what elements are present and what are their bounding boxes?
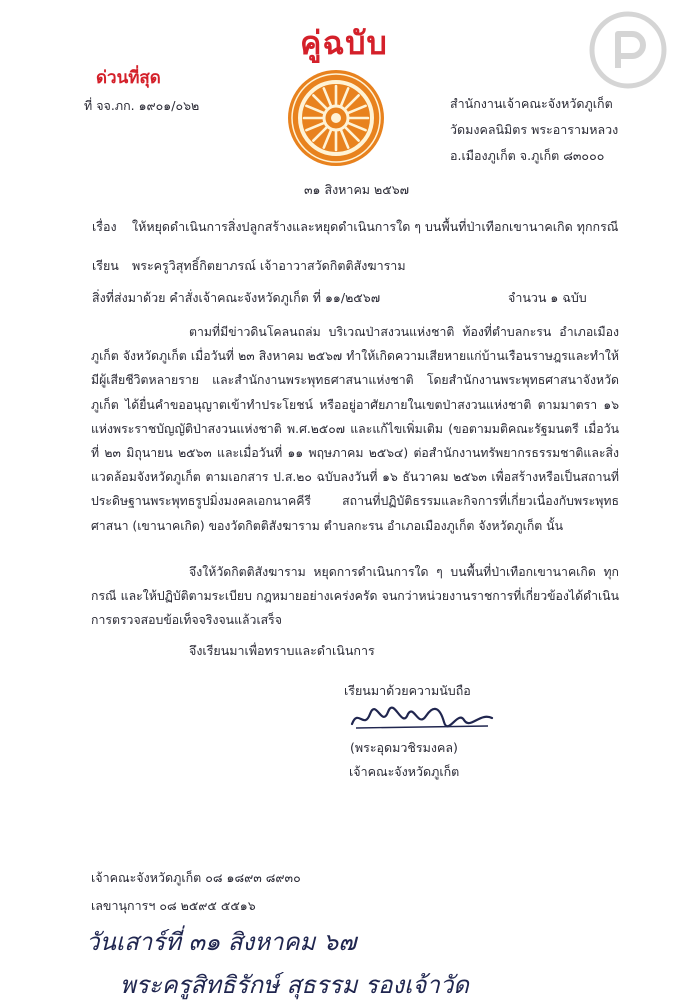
body-paragraph-1: ตามที่มีข่าวดินโคลนถล่ม บริเวณป่าสงวนแห่งชาติ ท้องที่ตำบลกะรน อำเภอเมืองภูเก็ต จังหวัดภูเก็ต เมื่อวันที่ ๒๓ สิงหาคม ๒๕๖๗ ทำให้เกิดความเสียหายแก่บ้านเรือนราษฎรและทำให้มีผู้เสียชีวิตหลายราย และสำนักงานพระพุทธศาสนาแห่งชาติ โดยสำนักงานพระพุทธศาสนาจังหวัดภูเก็ต ได้ยื่นคำขออนุญาตเข้าทำประโยชน์ หรืออยู่อาศัยภายในเขตป่าสงวนแห่งชาติ ตามมาตรา ๑๖ แห่งพระราชบัญญัติป่าสงวนแห่งชาติ พ.ศ.๒๕๐๗ และแก้ไขเพิ่มเติม (ขอตามมติคณะรัฐมนตรี เมื่อวันที่ ๒๓ มิถุนายน ๒๕๖๓ และเมื่อวันที่ ๑๑ พฤษภาคม ๒๕๖๔) ต่อสำนักงานทรัพยากรธรรมชาติและสิ่งแวดล้อมจังหวัดภูเก็ต ตามเอกสาร ป.ส.๒๐ ฉบับลงวันที่ ๑๖ ธันวาคม ๒๕๖๓ เพื่อสร้างหรือเป็นสถานที่ประดิษฐานพระพุทธรูปมิ่งมงคลเอกนาคคีรี สถานที่ปฏิบัติธรรมและกิจการที่เกี่ยวเนื่องกับพระพุทธศาสนา (เขานาคเกิด) ของวัดกิตติสังฆาราม ตำบลกะรน อำเภอเมืองภูเก็ต จังหวัดภูเก็ต นั้น (91, 325, 619, 533)
enclosure-count: จำนวน ๑ ฉบับ (508, 290, 587, 305)
subject-text: ให้หยุดดำเนินการสิ่งปลูกสร้างและหยุดดำเนินการใด ๆ บนพื้นที่ป่าเทือกเขานาคเกิด ทุกกรณี (132, 219, 619, 234)
signer-name: (พระอุดมวชิรมงคล) (350, 740, 458, 755)
dharma-wheel-emblem (286, 68, 386, 168)
handwritten-note-date: วันเสาร์ที่ ๓๑ สิงหาคม ๖๗ (86, 928, 357, 956)
recipient-label: เรียน (92, 258, 119, 273)
handwritten-note-signer: พระครูสิทธิรักษ์ สุธรรม รองเจ้าวัด (120, 971, 469, 999)
signature-scribble (348, 700, 498, 734)
body-paragraph-3: จึงเรียนมาเพื่อทราบและดำเนินการ (189, 643, 375, 658)
address-line-3: อ.เมืองภูเก็ต จ.ภูเก็ต ๘๓๐๐๐ (450, 148, 605, 163)
address-line-1: สำนักงานเจ้าคณะจังหวัดภูเก็ต (450, 96, 613, 111)
address-line-2: วัดมงคลนิมิตร พระอารามหลวง (450, 122, 619, 137)
document-date: ๓๑ สิงหาคม ๒๕๖๗ (304, 182, 410, 197)
subject-label: เรื่อง (92, 219, 117, 234)
copy-label: คู่ฉบับ (300, 24, 388, 62)
enclosure-text: สิ่งที่ส่งมาด้วย คำสั่งเจ้าคณะจังหวัดภูเก็ต ที่ ๑๑/๒๕๖๗ (92, 290, 381, 305)
watermark-logo-icon (588, 10, 668, 90)
contact-abbot: เจ้าคณะจังหวัดภูเก็ต ๐๘ ๑๘๙๓ ๘๙๓๐ (91, 870, 301, 885)
reference-number: ที่ จจ.ภก. ๑๙๐๑/๐๖๒ (84, 98, 200, 113)
signer-title: เจ้าคณะจังหวัดภูเก็ต (349, 764, 460, 779)
closing-salutation: เรียนมาด้วยความนับถือ (344, 683, 471, 698)
contact-secretary: เลขานุการฯ ๐๘ ๒๕๙๕ ๕๕๑๖ (91, 898, 256, 913)
body-paragraph-2: จึงให้วัดกิตติสังฆาราม หยุดการดำเนินการใด ๆ บนพื้นที่ป่าเทือกเขานาคเกิด ทุกกรณี และให้ปฏิบัติตามระเบียบ กฎหมายอย่างเคร่งครัด จนกว่าหน่วยงานราชการที่เกี่ยวข้องได้ดำเนินการตรวจสอบข้อเท็จจริงจนแล้วเสร็จ (91, 565, 619, 628)
recipient-text: พระครูวิสุทธิ์กิตยาภรณ์ เจ้าอาวาสวัดกิตติสังฆาราม (132, 258, 406, 273)
urgency-label: ด่วนที่สุด (96, 68, 161, 88)
